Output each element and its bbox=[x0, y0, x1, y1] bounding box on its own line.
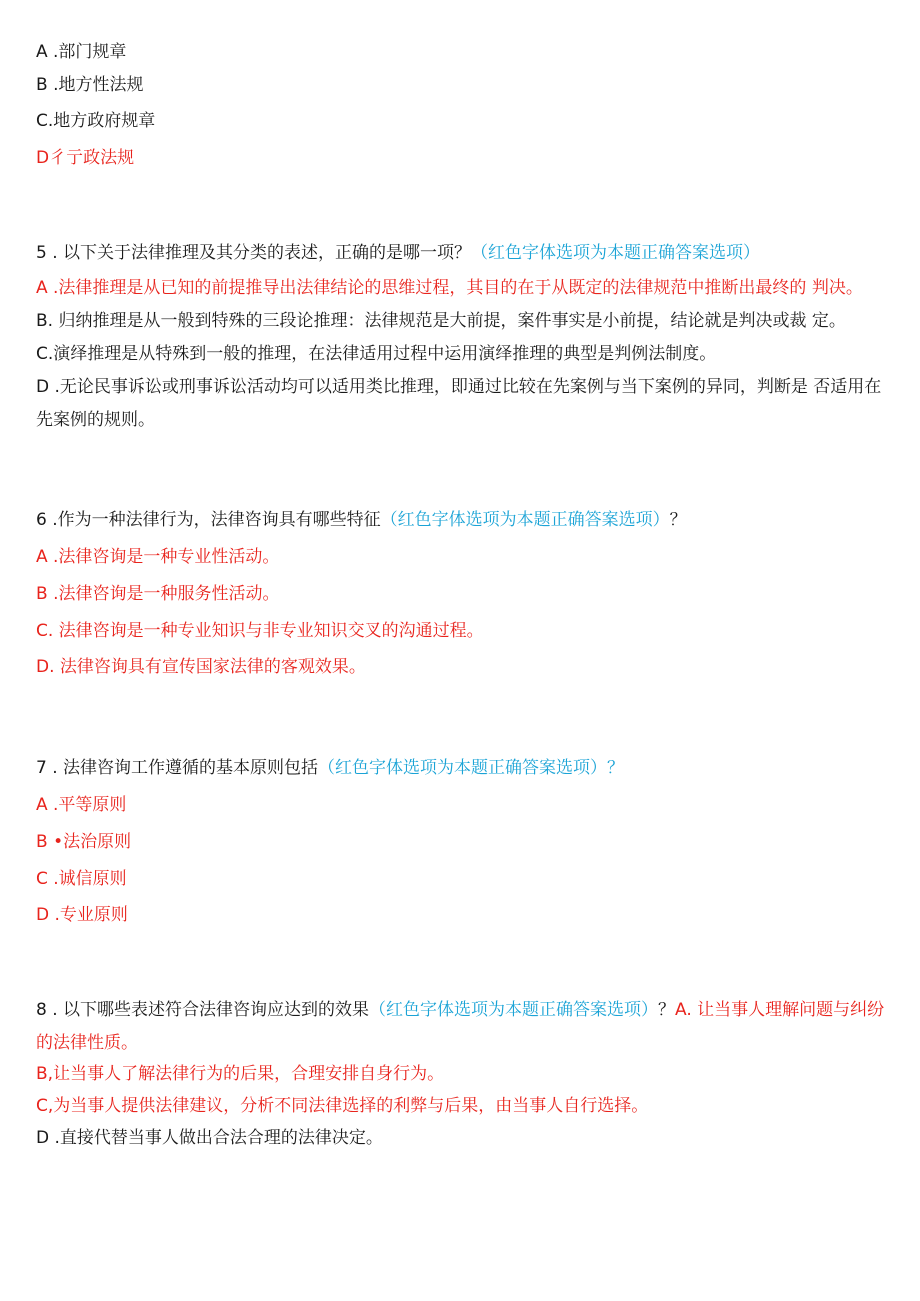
q7-option-d: D .专业原则 bbox=[36, 905, 128, 925]
q7-stem bbox=[36, 756, 624, 780]
q8-answer-note: （红色字体选项为本题正确答案选项） bbox=[369, 1000, 659, 1020]
q5-answer-note: （红色字体选项为本题正确答案选项） bbox=[471, 243, 761, 263]
q5-option-c: C.演绎推理是从特殊到一般的推理，在法律适用过程中运用演绎推理的典型是判例法制度。 bbox=[36, 344, 717, 364]
q8-option-b: B,让当事人了解法律行为的后果，合理安排自身行为。 bbox=[36, 1064, 445, 1084]
q6-option-c: C. 法律咨询是一种专业知识与非专业知识交叉的沟通过程。 bbox=[36, 621, 484, 641]
q7-stem-text: 7 . 法律咨询工作遵循的基本原则包括 bbox=[36, 758, 319, 778]
q6-option-b: B .法律咨询是一种服务性活动。 bbox=[36, 584, 280, 604]
q4-option-c: C.地方政府规章 bbox=[36, 111, 156, 131]
q7-answer-note: （红色字体选项为本题正确答案选项） bbox=[318, 758, 608, 778]
q8-stem-text: 8 . 以下哪些表述符合法律咨询应达到的效果 bbox=[36, 1000, 370, 1020]
q8-stem bbox=[36, 994, 888, 1060]
q6-answer-note: （红色字体选项为本题正确答案选项） bbox=[380, 510, 670, 530]
q6-stem-text: 6 .作为一种法律行为，法律咨询具有哪些特征 bbox=[36, 510, 381, 530]
q7-option-a: A .平等原则 bbox=[36, 795, 127, 815]
q4-option-d: D彳亍政法规 bbox=[36, 148, 135, 168]
q8-option-d: D .直接代替当事人做出合法合理的法律决定。 bbox=[36, 1128, 383, 1148]
q5-option-d: D .无论民事诉讼或刑事诉讼活动均可以适用类比推理，即通过比较在先案例与当下案例的异同，判断是 否适用在先案例的规则。 bbox=[36, 377, 882, 430]
q7-stem-tail: ？ bbox=[607, 758, 625, 778]
q5-stem bbox=[36, 241, 760, 265]
q6-stem bbox=[36, 508, 687, 532]
q4-option-b: B .地方性法规 bbox=[36, 75, 144, 95]
q5-stem-text: 5 . 以下关于法律推理及其分类的表述，正确的是哪一项？ bbox=[36, 243, 472, 263]
q4-option-a: A .部门规章 bbox=[36, 42, 127, 62]
q8-option-a: A. 让当事人理解问题与纠纷的法律性质。 bbox=[36, 1000, 885, 1053]
q6-option-d: D. 法律咨询具有宣传国家法律的客观效果。 bbox=[36, 657, 366, 677]
q8-option-c: C,为当事人提供法律建议，分析不同法律选择的利弊与后果，由当事人自行选择。 bbox=[36, 1096, 649, 1116]
q6-stem-tail: ？ bbox=[669, 510, 687, 530]
q6-option-a: A .法律咨询是一种专业性活动。 bbox=[36, 547, 280, 567]
q7-option-c: C .诚信原则 bbox=[36, 869, 127, 889]
q8-stem-tail: ？ bbox=[658, 1000, 676, 1020]
q7-option-b: B •法治原则 bbox=[36, 832, 132, 852]
q5-option-a: A .法律推理是从已知的前提推导出法律结论的思维过程，其目的在于从既定的法律规范中推断出最终的 判决。 bbox=[36, 278, 863, 298]
q5-option-b: B. 归纳推理是从一般到特殊的三段论推理：法律规范是大前提，案件事实是小前提，结论就是判决或裁 定。 bbox=[36, 311, 846, 331]
